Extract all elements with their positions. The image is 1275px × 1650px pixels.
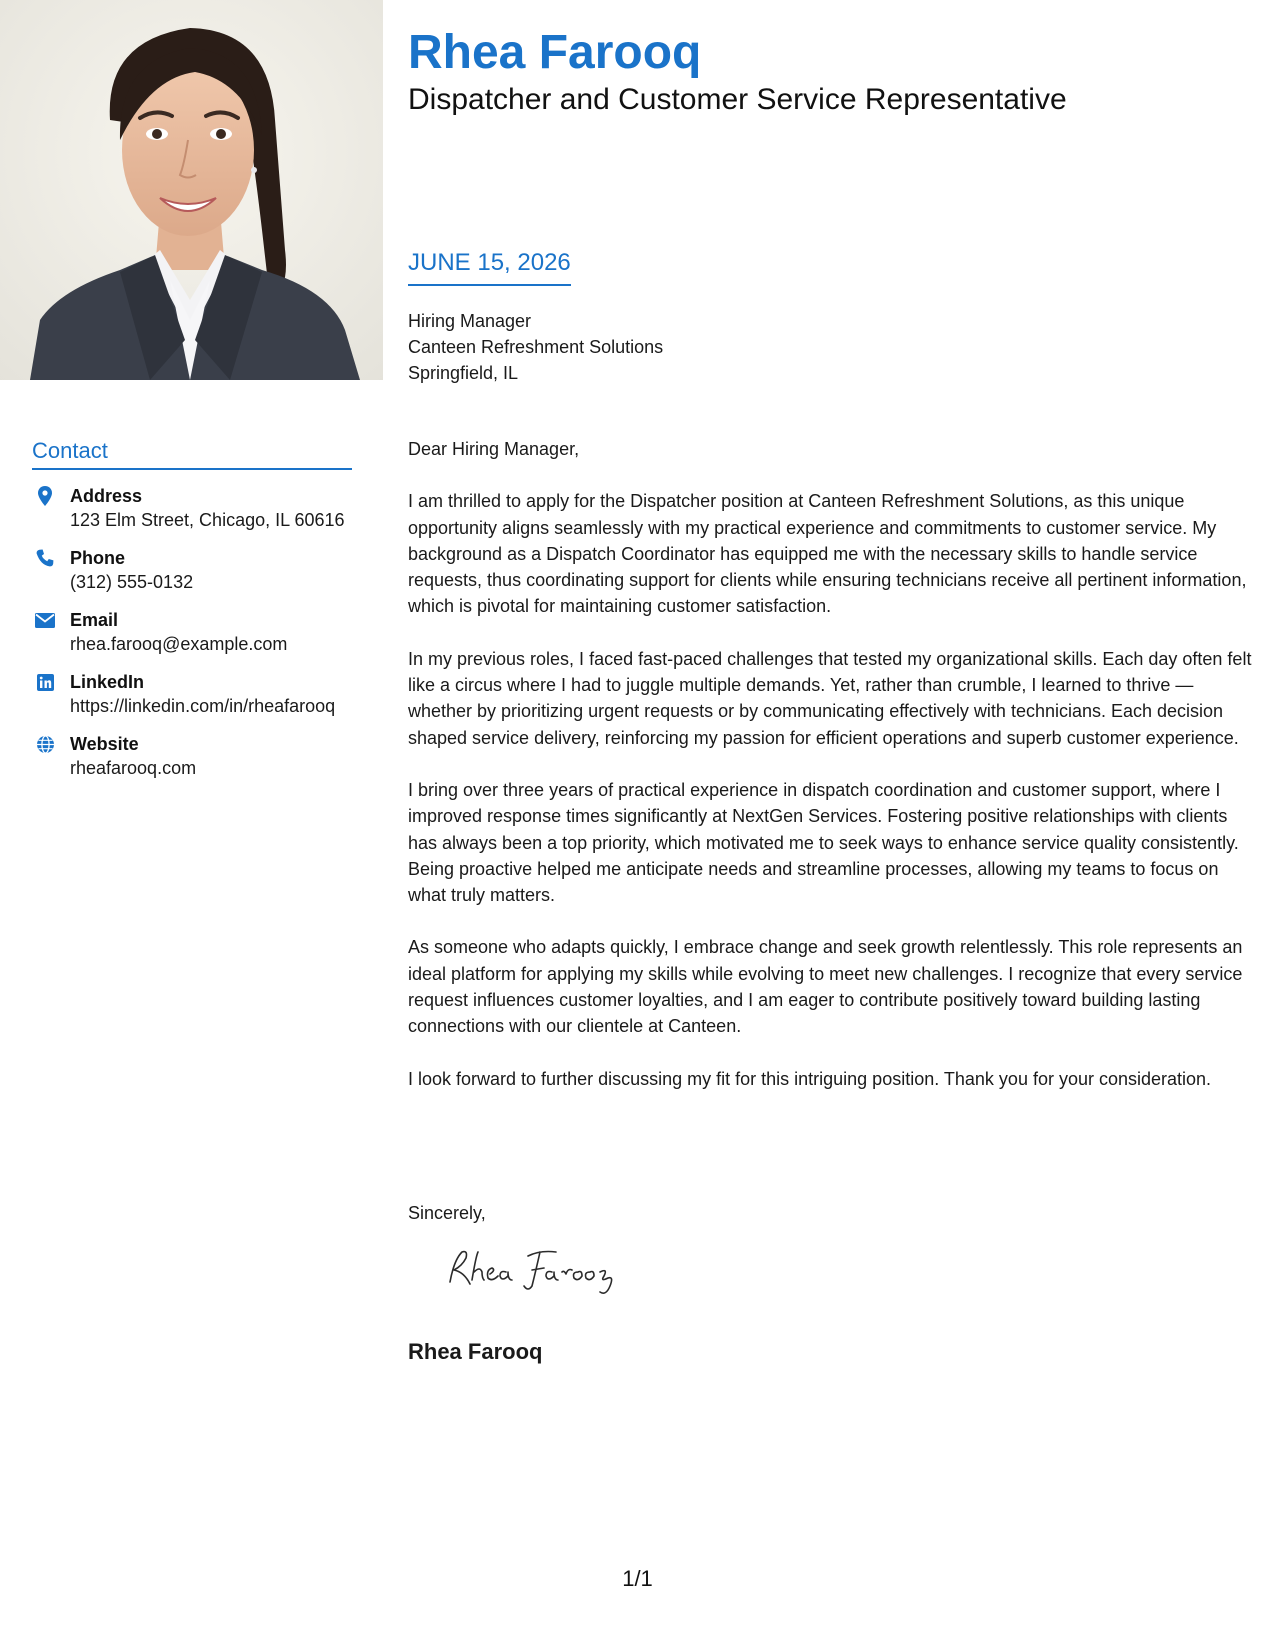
contact-item-website xyxy=(32,732,352,780)
phone-icon xyxy=(35,548,55,568)
salutation: Dear Hiring Manager, xyxy=(408,439,580,459)
recipient-line: Springfield, IL xyxy=(408,363,519,383)
globe-icon xyxy=(35,734,55,754)
contact-value: 123 Elm Street, Chicago, IL 60616 xyxy=(70,510,345,531)
letter-paragraph: As someone who adapts quickly, I embrace change and seek growth relentlessly. This role represents an ideal platform for applying my skills while evolving to meet new challenges. I recognize that every service request influences customer loyalties, and I am eager to contribute positively toward building lasting connections with our clientele at Canteen. xyxy=(408,937,1243,1037)
contact-label: LinkedIn xyxy=(70,672,145,693)
contact-value[interactable]: rheafarooq.com xyxy=(70,758,197,779)
contact-sidebar xyxy=(32,438,352,794)
letter-paragraph: I am thrilled to apply for the Dispatcher position at Canteen Refreshment Solutions, as this unique opportunity aligns seamlessly with my practical experience and commitments to customer service. My background as a Dispatch Coordinator has equipped me with the necessary skills to handle service requests, thus coordinating support for clients while ensuring technicians receive all pertinent information, which is pivotal for maintaining customer satisfaction. xyxy=(408,491,1247,617)
letter-paragraph: I bring over three years of practical experience in dispatch coordination and customer support, where I improved response times significantly at NextGen Services. Fostering positive relationships with clients has always been a top priority, which motivated me to seek ways to enhance service quality consistently. Being proactive helped me anticipate needs and streamline processes, allowing my teams to focus on what truly matters. xyxy=(408,779,1239,906)
contact-label: Address xyxy=(70,486,143,507)
letter-date: JUNE 15, 2026 xyxy=(408,248,571,286)
profile-photo xyxy=(0,0,383,380)
letter-paragraph: I look forward to further discussing my fit for this intriguing position. Thank you for your consideration. xyxy=(408,1068,1212,1089)
contact-label: Phone xyxy=(70,548,126,569)
page-number: 1/1 xyxy=(622,1566,653,1591)
letter-main xyxy=(408,24,1253,1364)
map-pin-icon xyxy=(35,486,55,506)
recipient-line: Hiring Manager xyxy=(408,311,532,331)
signer-name: Rhea Farooq xyxy=(408,1339,543,1364)
contact-item-linkedin xyxy=(32,670,352,718)
contact-label: Website xyxy=(70,734,139,755)
contact-item-email xyxy=(32,608,352,656)
closing: Sincerely, xyxy=(408,1203,486,1223)
recipient-line: Canteen Refreshment Solutions xyxy=(408,337,664,357)
contact-item-phone xyxy=(32,546,352,594)
contact-heading: Contact xyxy=(32,438,352,470)
applicant-name: Rhea Farooq xyxy=(408,26,702,79)
linkedin-icon xyxy=(35,672,55,692)
contact-item-address xyxy=(32,484,352,532)
letter-paragraph: In my previous roles, I faced fast-paced challenges that tested my organizational skills. Each day often felt like a circus where I had to juggle multiple demands. Yet, rather than crumble, I learned to thrive — whether by prioritizing urgent requests or by communicating effectively with technicians. Each decision shaped service delivery, reinforcing my passion for efficient operations and superb customer experience. xyxy=(408,648,1252,748)
letter-body xyxy=(408,436,1253,1118)
recipient-block xyxy=(408,308,663,386)
email-icon xyxy=(35,610,55,630)
contact-label: Email xyxy=(70,610,119,631)
contact-value[interactable]: rhea.farooq@example.com xyxy=(70,634,288,655)
handwritten-signature xyxy=(444,1242,644,1302)
contact-value: (312) 555-0132 xyxy=(70,572,194,593)
applicant-title: Dispatcher and Customer Service Representative xyxy=(408,83,1067,116)
contact-value[interactable]: https://linkedin.com/in/rheafarooq xyxy=(70,696,336,717)
